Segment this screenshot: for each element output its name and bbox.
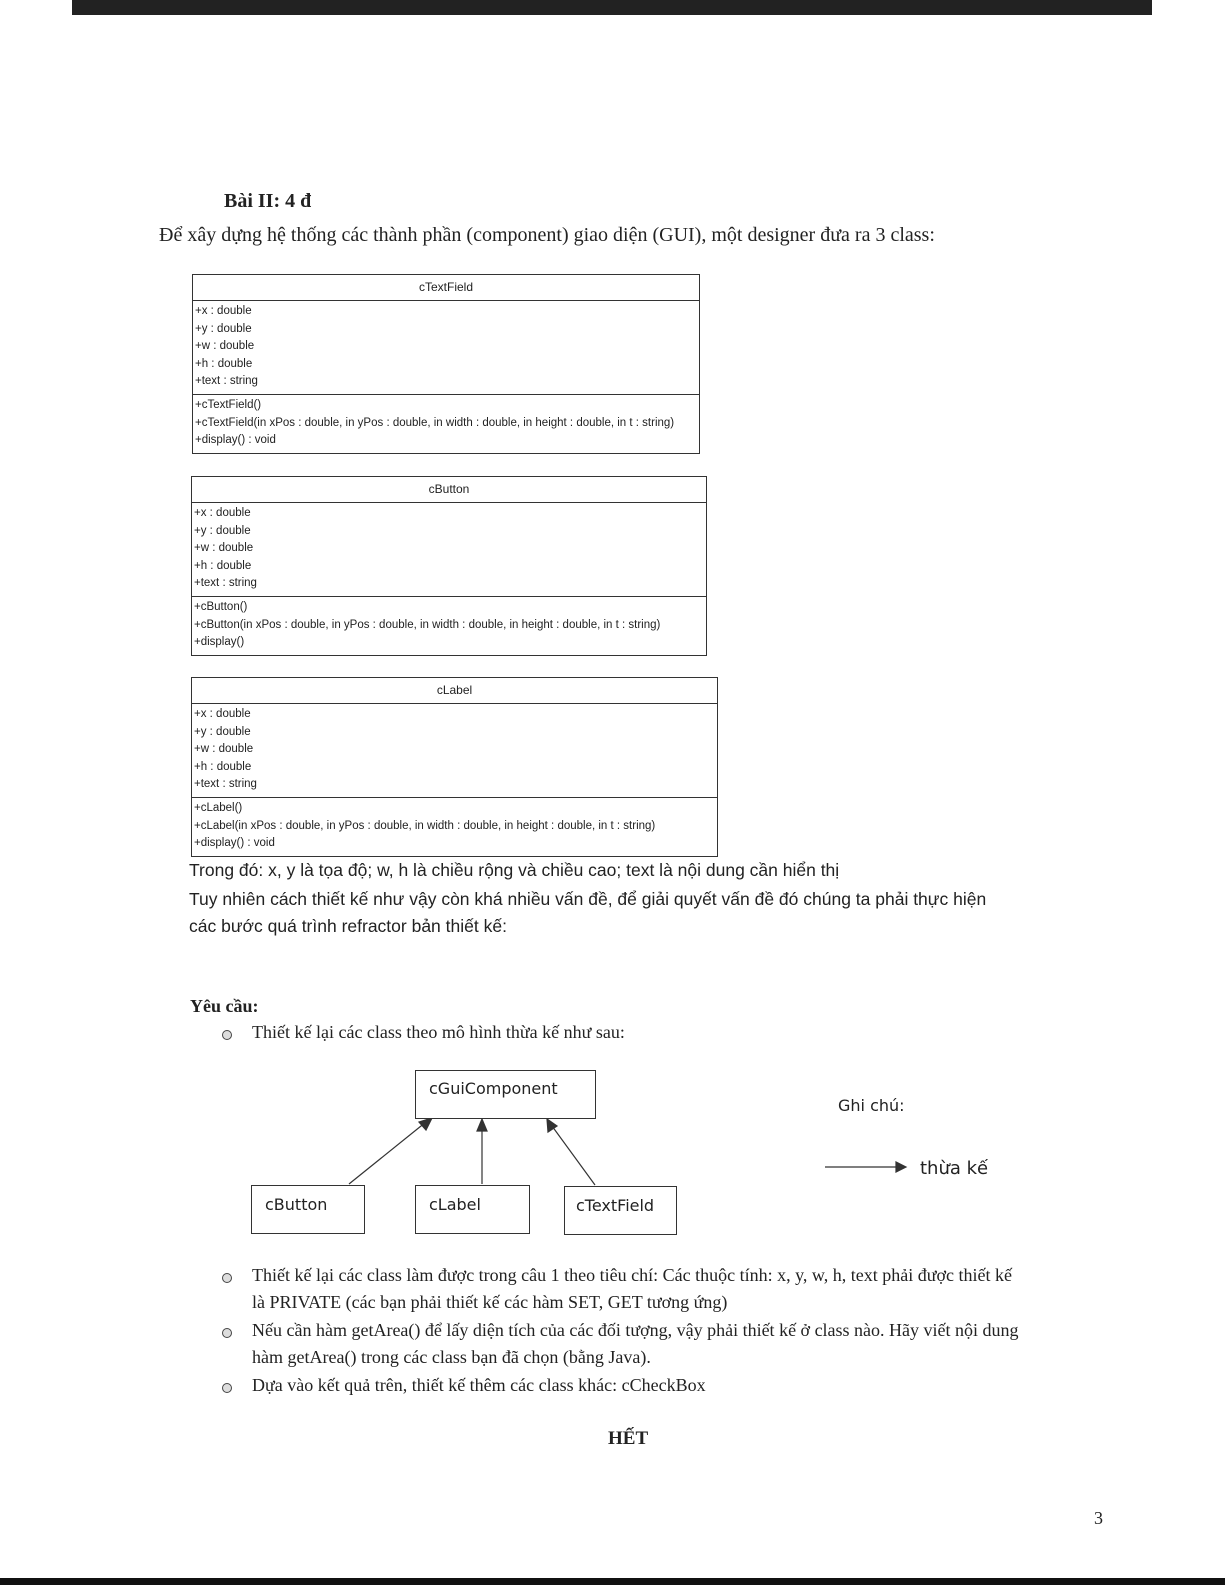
uml-operation: +cLabel(in xPos : double, in yPos : double, in width : double, in height : double, in t : string) bbox=[194, 819, 656, 832]
uml-attribute: +w : double bbox=[194, 542, 254, 555]
uml-attribute: +h : double bbox=[194, 559, 252, 572]
uml-attribute: +x : double bbox=[195, 305, 252, 317]
uml-attribute: +h : double bbox=[194, 760, 252, 773]
uml-operation: +cTextField(in xPos : double, in yPos : double, in width : double, in height : double, in t : string) bbox=[195, 416, 675, 429]
explain-line-3: các bước quá trình refractor bản thiết kế: bbox=[189, 916, 507, 936]
uml-operation: +cButton(in xPos : double, in yPos : double, in width : double, in height : double, in t : string) bbox=[194, 618, 661, 631]
explain-line-2: Tuy nhiên cách thiết kế như vậy còn khá nhiều vấn đề, để giải quyết vấn đề đó chúng ta phải thực hiện bbox=[189, 889, 987, 909]
uml-operation: +cLabel() bbox=[194, 801, 243, 814]
uml-class-name: cLabel bbox=[192, 678, 717, 704]
bullet-icon bbox=[222, 1273, 232, 1283]
uml-attribute: +text : string bbox=[194, 577, 257, 590]
uml-attribute: +x : double bbox=[194, 507, 251, 519]
uml-attribute: +text : string bbox=[194, 778, 257, 791]
uml-class-name: cTextField bbox=[193, 275, 699, 301]
exercise-intro: Để xây dựng hệ thống các thành phần (component) giao diện (GUI), một designer đưa ra 3 class: bbox=[159, 224, 935, 246]
uml-attribute: +text : string bbox=[195, 375, 258, 388]
bullet-icon bbox=[222, 1328, 232, 1338]
legend-title: Ghi chú: bbox=[838, 1096, 905, 1115]
bullet-icon bbox=[222, 1383, 232, 1393]
uml-operation: +display() bbox=[194, 636, 245, 649]
bullet-2-line-1: Thiết kế lại các class làm được trong câu 1 theo tiêu chí: Các thuộc tính: x, y, w, h, text phải được thiết kế bbox=[252, 1265, 1012, 1285]
legend-arrowhead-icon bbox=[896, 1162, 906, 1172]
uml-attribute: +h : double bbox=[195, 357, 253, 370]
diagram-child-cbutton: cButton bbox=[251, 1185, 365, 1234]
bullet-4-text: Dựa vào kết quả trên, thiết kế thêm các class khác: cCheckBox bbox=[252, 1375, 706, 1395]
uml-attribute: +y : double bbox=[194, 524, 251, 537]
inheritance-line-ctextfield bbox=[552, 1126, 595, 1185]
uml-operation: +display() : void bbox=[194, 837, 275, 850]
legend-label: thừa kế bbox=[920, 1158, 989, 1179]
uml-operation: +cButton() bbox=[194, 600, 248, 613]
uml-operation: +cTextField() bbox=[195, 398, 262, 411]
end-marker: HẾT bbox=[608, 1428, 649, 1449]
uml-attribute: +x : double bbox=[194, 708, 251, 720]
uml-attribute: +w : double bbox=[195, 340, 255, 353]
bullet-1-text: Thiết kế lại các class theo mô hình thừa kế như sau: bbox=[252, 1022, 625, 1042]
arrowhead-icon bbox=[477, 1119, 487, 1131]
diagram-child-ctextfield: cTextField bbox=[564, 1186, 677, 1235]
uml-class-name: cButton bbox=[192, 477, 706, 503]
explain-line-1: Trong đó: x, y là tọa độ; w, h là chiều rộng và chiều cao; text là nội dung cần hiển thị bbox=[189, 860, 840, 880]
bullet-2-line-2: là PRIVATE (các bạn phải thiết kế các hàm SET, GET tương ứng) bbox=[252, 1292, 728, 1312]
uml-operation: +display() : void bbox=[195, 434, 276, 447]
uml-attribute: +w : double bbox=[194, 743, 254, 756]
page-number: 3 bbox=[1094, 1508, 1103, 1528]
arrowhead-icon bbox=[419, 1118, 432, 1130]
exercise-title: Bài II: 4 đ bbox=[224, 190, 312, 212]
uml-attribute: +y : double bbox=[194, 725, 251, 738]
diagram-parent-class: cGuiComponent bbox=[415, 1070, 596, 1119]
uml-attribute: +y : double bbox=[195, 322, 252, 335]
bullet-3-line-1: Nếu cần hàm getArea() để lấy diện tích của các đối tượng, vậy phải thiết kế ở class nào. Hãy viết nội dung bbox=[252, 1320, 1019, 1340]
diagram-child-clabel: cLabel bbox=[415, 1185, 530, 1234]
inheritance-line-cbutton bbox=[349, 1122, 426, 1184]
requirements-title: Yêu cầu: bbox=[190, 996, 259, 1016]
bullet-3-line-2: hàm getArea() trong các class bạn đã chọn (bằng Java). bbox=[252, 1347, 651, 1367]
